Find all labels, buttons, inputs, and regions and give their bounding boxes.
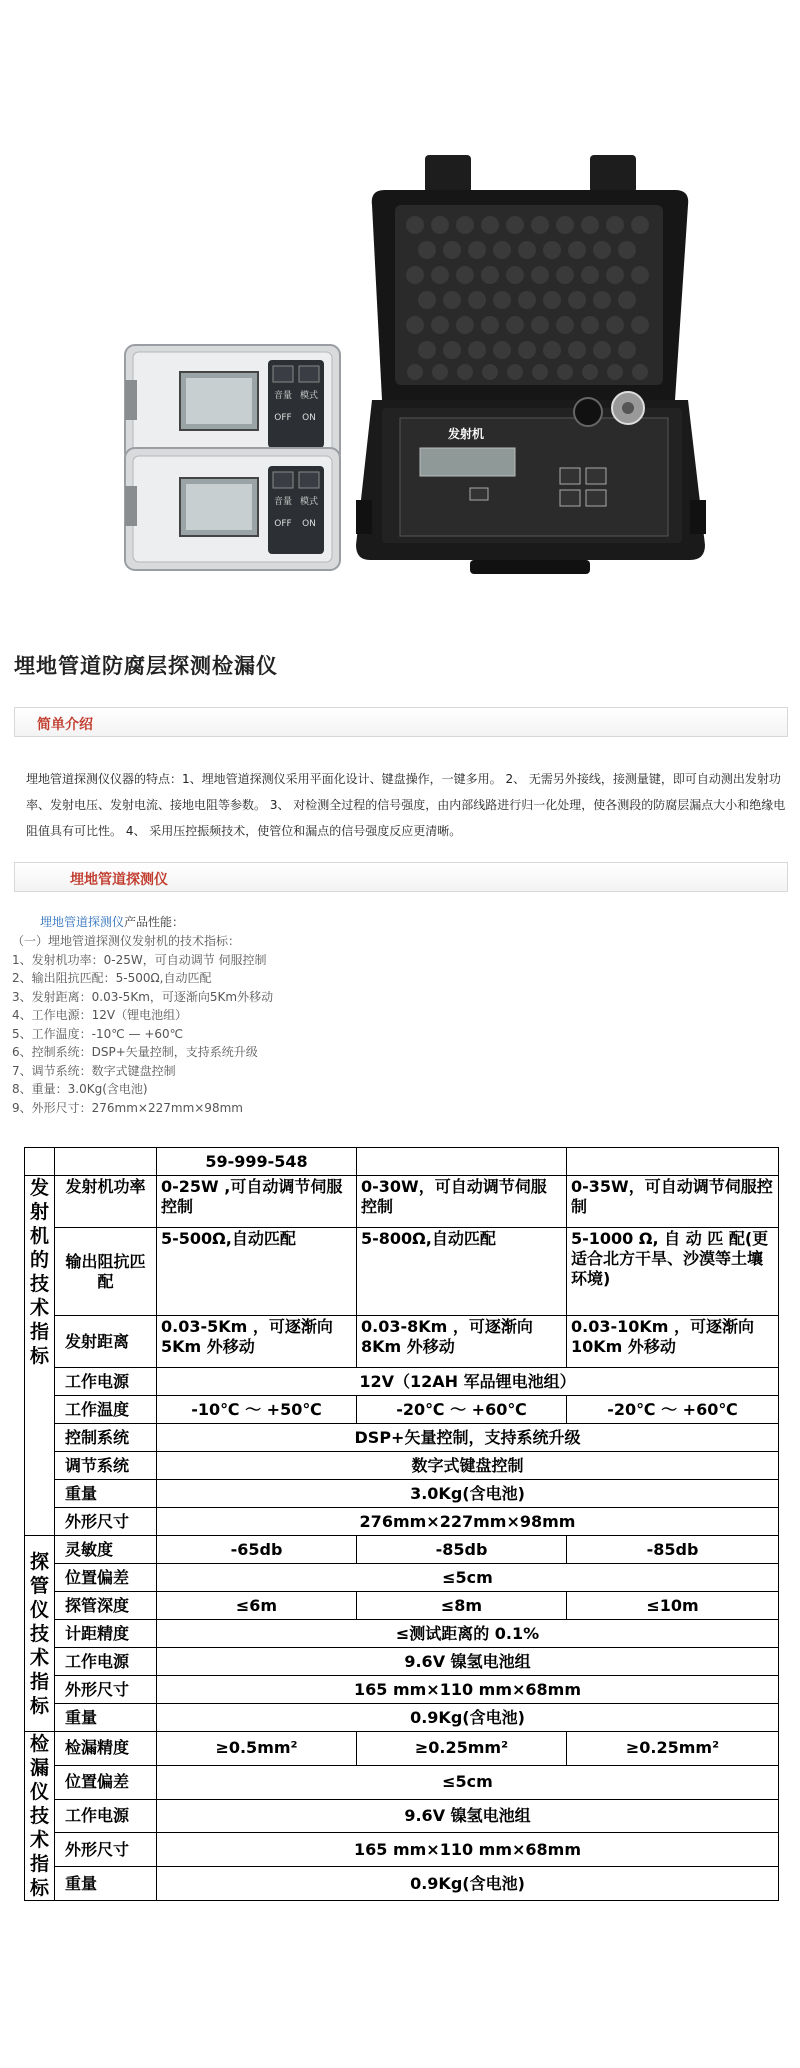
group-label-probe: 探管仪技术指标 — [25, 1536, 55, 1732]
model-number: 59-999-548 — [157, 1148, 357, 1176]
cell: 0.9Kg(含电池) — [157, 1867, 779, 1901]
cell: DSP+矢量控制，支持系统升级 — [157, 1424, 779, 1452]
list-item: （一）埋地管道探测仪发射机的技术指标： — [12, 934, 241, 948]
row-label: 控制系统 — [55, 1424, 157, 1452]
table-row — [25, 1620, 779, 1648]
table-row — [25, 1799, 779, 1833]
intro-paragraph: 埋地管道探测仪仪器的特点：1、埋地管道探测仪采用平面化设计、键盘操作，一键多用。 2、 无需另外接线，接测量键，即可自动测出发射功率、发射电压、发射电流、接地电阻等参数。 3、 对检测全过程的信号强度，由内部线路进行归一化处理，使各测段的防腐层漏点大小和绝缘电阻值具有可比性。 4、 采用压控振频技术，使管位和漏点的信号强度反应更清晰。 — [26, 772, 786, 838]
cell: ≤8m — [357, 1592, 567, 1620]
cell: 0.03-10Km ，可逐渐向 10Km 外移动 — [567, 1316, 779, 1368]
cell: ≤测试距离的 0.1% — [157, 1620, 779, 1648]
cell: 0-30W，可自动调节伺服控制 — [357, 1176, 567, 1228]
table-row — [25, 1765, 779, 1799]
table-row — [25, 1676, 779, 1704]
cell: 5-800Ω,自动匹配 — [357, 1228, 567, 1316]
table-row — [25, 1648, 779, 1676]
section-heading: 简单介绍 — [37, 717, 93, 733]
performance-suffix: 产品性能： — [124, 915, 185, 929]
row-label: 工作电源 — [55, 1648, 157, 1676]
table-row — [25, 1228, 779, 1316]
cell: 0-25W ,可自动调节伺服控制 — [157, 1176, 357, 1228]
table-row — [25, 1148, 779, 1176]
cell: ≤10m — [567, 1592, 779, 1620]
table-row — [25, 1396, 779, 1424]
product-link[interactable]: 埋地管道探测仪 — [40, 915, 125, 929]
row-label: 外形尺寸 — [55, 1508, 157, 1536]
cell: -10℃ ～ +50℃ — [157, 1396, 357, 1424]
table-row — [25, 1536, 779, 1564]
cell: -20℃ ～ +60℃ — [357, 1396, 567, 1424]
list-item: 4、工作电源：12V（锂电池组） — [12, 1008, 188, 1022]
row-label: 输出阻抗匹配 — [55, 1228, 157, 1316]
cell: 0.03-8Km ，可逐渐向8Km 外移动 — [357, 1316, 567, 1368]
performance-heading — [40, 913, 184, 930]
row-label: 计距精度 — [55, 1620, 157, 1648]
cell: ≤5cm — [157, 1564, 779, 1592]
table-row — [25, 1316, 779, 1368]
cell: -85db — [357, 1536, 567, 1564]
section-header-intro — [14, 707, 788, 737]
list-item: 8、重量：3.0Kg(含电池) — [12, 1082, 148, 1096]
cell: 12V（12AH 军品锂电池组） — [157, 1368, 779, 1396]
cell: 0.9Kg(含电池) — [157, 1704, 779, 1732]
row-label: 位置偏差 — [55, 1765, 157, 1799]
cell: -85db — [567, 1536, 779, 1564]
cell: 5-1000 Ω, 自 动 匹 配(更适合北方干旱、沙漠等土壤环境) — [567, 1228, 779, 1316]
list-item: 1、发射机功率：0-25W，可自动调节 伺服控制 — [12, 952, 267, 967]
cell: ≤5cm — [157, 1765, 779, 1799]
table-row — [25, 1480, 779, 1508]
cell: 数字式键盘控制 — [157, 1452, 779, 1480]
svg-text:OFF: OFF — [274, 519, 292, 529]
cell: 0-35W，可自动调节伺服控制 — [567, 1176, 779, 1228]
table-row — [25, 1867, 779, 1901]
cell: 3.0Kg(含电池) — [157, 1480, 779, 1508]
svg-text:OFF: OFF — [274, 413, 292, 423]
table-row — [25, 1564, 779, 1592]
cell: 276mm×227mm×98mm — [157, 1508, 779, 1536]
table-row — [25, 1732, 779, 1766]
svg-text:音量: 音量 — [273, 497, 293, 507]
row-label: 发射机功率 — [55, 1176, 157, 1228]
row-label: 重量 — [55, 1867, 157, 1901]
product-photo — [0, 0, 800, 600]
table-row — [25, 1508, 779, 1536]
list-item: 7、调节系统：数字式键盘控制 — [12, 1063, 176, 1078]
row-label: 外形尺寸 — [55, 1676, 157, 1704]
svg-text:模式: 模式 — [299, 391, 319, 401]
row-label: 调节系统 — [55, 1452, 157, 1480]
group-label-transmitter: 发射机的技术指标 — [25, 1176, 55, 1536]
row-label: 检漏精度 — [55, 1732, 157, 1766]
table-row — [25, 1704, 779, 1732]
list-item: 2、输出阻抗匹配：5-500Ω,自动匹配 — [12, 971, 212, 985]
cell: 5-500Ω,自动匹配 — [157, 1228, 357, 1316]
list-item: 5、工作温度：-10℃ — +60℃ — [12, 1026, 184, 1041]
spec-list — [12, 932, 273, 1117]
table-row — [25, 1176, 779, 1228]
row-label: 工作电源 — [55, 1799, 157, 1833]
list-item: 6、控制系统：DSP+矢量控制，支持系统升级 — [12, 1045, 258, 1059]
svg-text:模式: 模式 — [299, 497, 319, 507]
section-heading: 埋地管道探测仪 — [70, 872, 168, 888]
table-row — [25, 1424, 779, 1452]
receiver-unit-top — [125, 345, 340, 463]
svg-text:发射机: 发射机 — [448, 427, 485, 441]
cell: ≥0.5mm² — [157, 1732, 357, 1766]
row-label: 探管深度 — [55, 1592, 157, 1620]
table-row — [25, 1592, 779, 1620]
list-item: 3、发射距离：0.03-5Km，可逐渐向5Km外移动 — [12, 989, 274, 1004]
cell: 9.6V 镍氢电池组 — [157, 1648, 779, 1676]
svg-text:音量: 音量 — [273, 391, 293, 401]
list-item: 9、外形尺寸：276mm×227mm×98mm — [12, 1100, 243, 1115]
cell: ≤6m — [157, 1592, 357, 1620]
svg-text:ON: ON — [302, 413, 316, 423]
cell: 0.03-5Km ，可逐渐向 5Km 外移动 — [157, 1316, 357, 1368]
row-label: 重量 — [55, 1704, 157, 1732]
transmitter-case — [356, 155, 706, 574]
cell: 9.6V 镍氢电池组 — [157, 1799, 779, 1833]
cell: -20℃ ～ +60℃ — [567, 1396, 779, 1424]
table-row — [25, 1833, 779, 1867]
cell: 165 mm×110 mm×68mm — [157, 1833, 779, 1867]
row-label: 灵敏度 — [55, 1536, 157, 1564]
receiver-unit-bottom — [125, 448, 340, 570]
table-row — [25, 1368, 779, 1396]
row-label: 工作温度 — [55, 1396, 157, 1424]
row-label: 工作电源 — [55, 1368, 157, 1396]
section-header-detector — [14, 862, 788, 892]
table-row — [25, 1452, 779, 1480]
cell: 165 mm×110 mm×68mm — [157, 1676, 779, 1704]
svg-text:ON: ON — [302, 519, 316, 529]
group-label-leak: 检漏仪技术指标 — [25, 1732, 55, 1901]
cell: -65db — [157, 1536, 357, 1564]
row-label: 重量 — [55, 1480, 157, 1508]
row-label: 位置偏差 — [55, 1564, 157, 1592]
cell: ≥0.25mm² — [357, 1732, 567, 1766]
row-label: 发射距离 — [55, 1316, 157, 1368]
cell: ≥0.25mm² — [567, 1732, 779, 1766]
row-label: 外形尺寸 — [55, 1833, 157, 1867]
page-title: 埋地管道防腐层探测检漏仪 — [14, 654, 278, 678]
spec-table — [24, 1147, 779, 1901]
